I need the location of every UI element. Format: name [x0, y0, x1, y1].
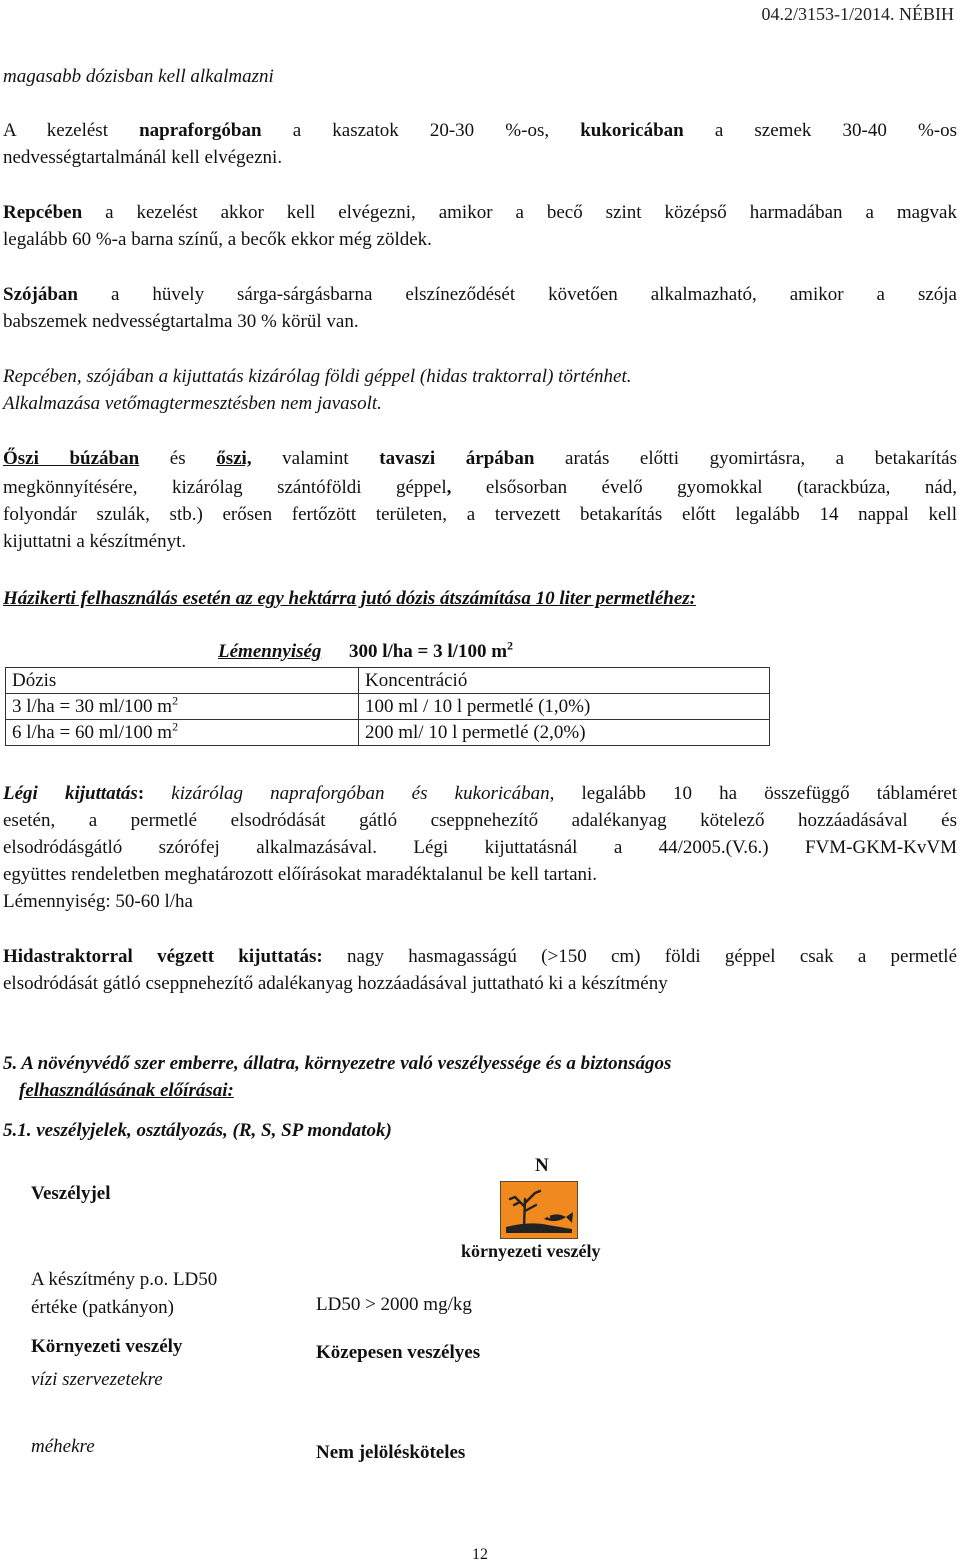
paragraph-line: [3, 474, 957, 501]
text: a kaszatok 20-30 %-os,: [261, 120, 581, 141]
text: a kezelést akkor kell elvégezni, amikor a becő szint középső harmadában a magvak: [82, 202, 957, 223]
section-5-1-heading: 5.1. veszélyjelek, osztályozás, (R, S, SP mondatok): [3, 1120, 392, 1141]
text: A kezelést: [3, 120, 140, 141]
paragraph-line: esetén, a permetlé elsodródását gátló cseppnehezítő adalékanyag kötelező hozzáadásával és: [3, 810, 957, 831]
table-row: [6, 720, 770, 746]
heading-line: 5. A növényvédő szer emberre, állatra, környezetre való veszélyessége és a biztonságos: [3, 1053, 672, 1074]
paragraph-line: Repcében, szójában a kijuttatás kizárólag földi géppel (hidas traktorral) történhet.: [3, 366, 632, 387]
aquatic-value: Közepesen veszélyes: [316, 1342, 481, 1363]
text: , legalább 10 ha összefüggő táblaméret: [549, 783, 957, 804]
hazard-symbol-letter: N: [535, 1155, 549, 1176]
table-cell: 100 ml / 10 l permetlé (1,0%): [359, 694, 770, 720]
paragraph-line: [3, 281, 957, 308]
housegarden-title: Házikerti felhasználás esetén az egy hektárra jutó dózis átszámítása 10 liter permetléhez:: [3, 588, 696, 609]
environment-hazard-icon: [500, 1181, 578, 1239]
bold-text: kukoricában: [580, 120, 684, 141]
bold-text: őszi,: [216, 448, 252, 469]
text: nagy hasmagasságú (>150 cm) földi géppel csak a permetlé: [322, 946, 957, 967]
hazard-symbol-caption: környezeti veszély: [461, 1241, 601, 1261]
text: aratás előtti gyomirtásra, a betakarítás: [534, 448, 957, 469]
text: elsősorban évelő gyomokkal (tarackbúza, nád,: [451, 477, 957, 498]
page-number: 12: [472, 1546, 488, 1563]
bold-text: :: [137, 783, 145, 804]
paragraph-line: legalább 60 %-a barna színű, a becők ekkor még zöldek.: [3, 229, 432, 250]
table-cell: [6, 694, 359, 720]
text: és: [139, 448, 217, 469]
ld50-label: [31, 1266, 217, 1322]
bees-value: Nem jelölésköteles: [316, 1442, 466, 1463]
text: a szemek 30-40 %-os: [683, 120, 957, 141]
text: a hüvely sárga-sárgásbarna elszíneződését követően alkalmazható, amikor a szója: [77, 284, 957, 305]
ld50-value: LD50 > 2000 mg/kg: [316, 1294, 472, 1315]
bold-text: Szójában: [3, 284, 78, 305]
text: 300 l/ha = 3 l/100 m: [348, 641, 508, 662]
text: 6 l/ha = 60 ml/100 m: [12, 722, 173, 743]
paragraph-line: [3, 445, 957, 472]
bold-text: Hidastraktorral végzett kijuttatás:: [3, 946, 323, 967]
text: 3 l/ha = 30 ml/100 m: [12, 696, 173, 717]
paragraph-line: kijuttatni a készítményt.: [3, 531, 187, 552]
paragraph-line: babszemek nedvességtartalma 30 % körül van.: [3, 311, 359, 332]
table-header: Koncentráció: [359, 668, 770, 694]
table-header-row: [6, 668, 770, 694]
bees-label: méhekre: [31, 1436, 95, 1457]
paragraph-line: együttes rendeletben meghatározott előírásokat maradéktalanul be kell tartani.: [3, 864, 598, 885]
aquatic-label: vízi szervezetekre: [31, 1369, 163, 1390]
paragraph-continuation: magasabb dózisban kell alkalmazni: [3, 66, 274, 87]
paragraph-line: elsodródásgátló szórófej alkalmazásával. Légi kijuttatásnál a 44/2005.(V.6.) FVM-GKM-KvVM: [3, 837, 957, 858]
dose-table: [5, 667, 770, 746]
paragraph-line: folyondár szulák, stb.) erősen fertőzött területen, a tervezett betakarítás előtt legalább 14 nappal kell: [3, 504, 957, 525]
paragraph-line: elsodródását gátló cseppnehezítő adalékanyag hozzáadásával juttatható ki a készítmény: [3, 973, 668, 994]
paragraph-line: [3, 199, 957, 226]
text: értéke (patkányon): [31, 1297, 174, 1318]
bold-text: napraforgóban: [139, 120, 262, 141]
paragraph-line: Alkalmazása vetőmagtermesztésben nem javasolt.: [3, 393, 382, 414]
text: A készítmény p.o. LD50: [31, 1269, 218, 1290]
text: megkönnyítésére, kizárólag szántóföldi géppel: [3, 477, 447, 498]
environment-hazard-label: Környezeti veszély: [31, 1336, 183, 1357]
bold-text: ,: [446, 477, 452, 498]
superscript: 2: [172, 719, 179, 734]
bold-text: Őszi búzában: [3, 448, 140, 469]
superscript: 2: [507, 638, 514, 653]
paragraph-line: [3, 943, 957, 970]
table-cell: 200 ml/ 10 l permetlé (2,0%): [359, 720, 770, 746]
paragraph-line: nedvességtartalmánál kell elvégezni.: [3, 147, 283, 168]
table-cell: [6, 720, 359, 746]
superscript: 2: [172, 693, 179, 708]
volume-value: [348, 638, 514, 662]
table-header: Dózis: [6, 668, 359, 694]
bold-text: Légi kijuttatás: [3, 783, 138, 804]
text: valamint: [251, 448, 380, 469]
volume-label: Lémennyiség: [218, 641, 322, 662]
text: felhasználásának előírásai:: [19, 1080, 234, 1101]
paragraph-line: Lémennyiség: 50-60 l/ha: [3, 891, 193, 912]
bold-text: tavaszi árpában: [379, 448, 535, 469]
table-row: [6, 694, 770, 720]
heading-line: [19, 1077, 960, 1104]
paragraph-line: [3, 780, 957, 807]
hazard-label: Veszélyjel: [31, 1183, 111, 1204]
volume-line: [218, 638, 513, 666]
bold-text: Repcében: [3, 202, 83, 223]
document-reference: 04.2/3153-1/2014. NÉBIH: [761, 4, 954, 24]
italic-text: kizárólag napraforgóban és kukoricában: [144, 783, 550, 804]
paragraph-line: [3, 117, 957, 144]
